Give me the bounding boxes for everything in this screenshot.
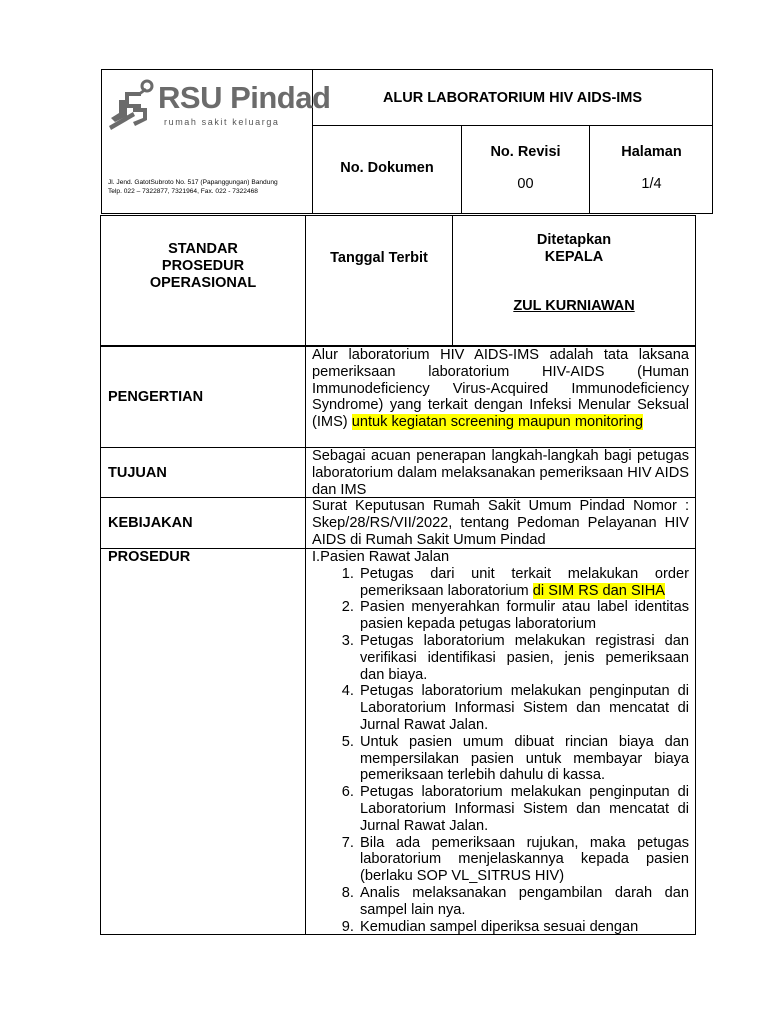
doc-no-label: No. Dokumen: [340, 160, 434, 176]
step-text: Petugas laboratorium melakukan registrasi dan verifikasi identifikasi pasien, jenis pemeriksaan dan biaya.: [360, 632, 689, 683]
pengertian-highlight: untuk kegiatan screening maupun monitoring: [351, 414, 643, 431]
signatory-name: ZUL KURNIAWAN: [513, 298, 635, 314]
step-text: Petugas laboratorium melakukan penginputan di Laboratorium Informasi Sistem dan mencatat di Jurnal Rawat Jalan.: [360, 784, 689, 834]
list-item: [358, 885, 689, 919]
address-line-2: Telp. 022 – 7322877, 7321964, Fax. 022 - 7322468: [108, 188, 258, 195]
revisi-value: 00: [517, 176, 534, 192]
step-highlight: di SIM RS dan SIHA: [532, 582, 666, 599]
step-text: Pasien menyerahkan formulir atau label identitas pasien kepada petugas laboratorium: [360, 599, 689, 633]
list-item: [358, 633, 689, 683]
logo-name: RSU Pindad: [158, 80, 331, 115]
step-text: Petugas laboratorium melakukan penginputan di Laboratorium Informasi Sistem dan mencatat di Jurnal Rawat Jalan.: [360, 683, 689, 733]
list-item: [358, 683, 689, 733]
ditetapkan-label: Ditetapkan: [536, 232, 612, 248]
logo-mark-icon: [107, 78, 157, 132]
kepala-label: KEPALA: [544, 249, 604, 265]
kebijakan-label: KEBIJAKAN: [108, 515, 193, 531]
step-text: Petugas dari unit terkait melakukan order pemeriksaan laboratorium: [360, 565, 689, 599]
step-text: Analis melaksanakan pengambilan darah dan sampel lain nya.: [360, 884, 689, 918]
tanggal-terbit-label: Tanggal Terbit: [330, 250, 428, 266]
list-item: [358, 734, 689, 784]
prosedur-content: [306, 549, 695, 934]
logo-tagline: rumah sakit keluarga: [164, 117, 280, 127]
pengertian-label: PENGERTIAN: [108, 389, 204, 405]
list-item: [358, 919, 689, 934]
halaman-value: 1/4: [641, 176, 662, 192]
tujuan-text: Sebagai acuan penerapan langkah-langkah bagi petugas laboratorium dalam melaksanakan pemeriksaan HIV AIDS dan IMS: [312, 448, 689, 498]
pengertian-body: Alur laboratorium HIV AIDS-IMS adalah tata laksana pemeriksaan laboratorium HIV-AIDS (Human Immunodeficiency Virus-Acquired Immunodeficiency Syndrome) yang terkait dengan Infeksi Menular Seksual (IMS): [312, 347, 689, 431]
document-title: ALUR LABORATORIUM HIV AIDS-IMS: [382, 89, 643, 106]
kebijakan-text: Surat Keputusan Rumah Sakit Umum Pindad Nomor : Skep/28/RS/VII/2022, tentang Pedoman Pelayanan HIV AIDS di Rumah Sakit Umum Pindad: [312, 498, 689, 548]
revisi-label: No. Revisi: [490, 144, 561, 160]
step-text: Untuk pasien umum dibuat rincian biaya dan mempersilakan pasien untuk membayar biaya pemeriksaan terlebih dahulu di kassa.: [360, 733, 689, 784]
step-text: Bila ada pemeriksaan rujukan, maka petugas laboratorium menjelaskannya kepada pasien (berlaku SOP VL_SITRUS HIV): [360, 834, 689, 885]
list-item: [358, 599, 689, 633]
list-item: [358, 835, 689, 885]
prosedur-steps: [312, 566, 689, 934]
list-item: [358, 784, 689, 834]
prosedur-label: PROSEDUR: [108, 549, 191, 565]
tujuan-label: TUJUAN: [108, 464, 167, 481]
pengertian-text: [306, 347, 695, 447]
halaman-label: Halaman: [621, 144, 682, 160]
sop-label: STANDAR PROSEDUR OPERASIONAL: [149, 240, 257, 291]
step-text: Kemudian sampel diperiksa sesuai dengan: [360, 918, 639, 934]
address-line-1: Jl. Jend. GatotSubroto No. 517 (Papanggungan) Bandung: [108, 179, 278, 186]
list-item: [358, 566, 689, 600]
hospital-logo: [106, 76, 331, 136]
hospital-address: [108, 178, 310, 196]
prosedur-section-title: I.Pasien Rawat Jalan: [312, 549, 450, 565]
